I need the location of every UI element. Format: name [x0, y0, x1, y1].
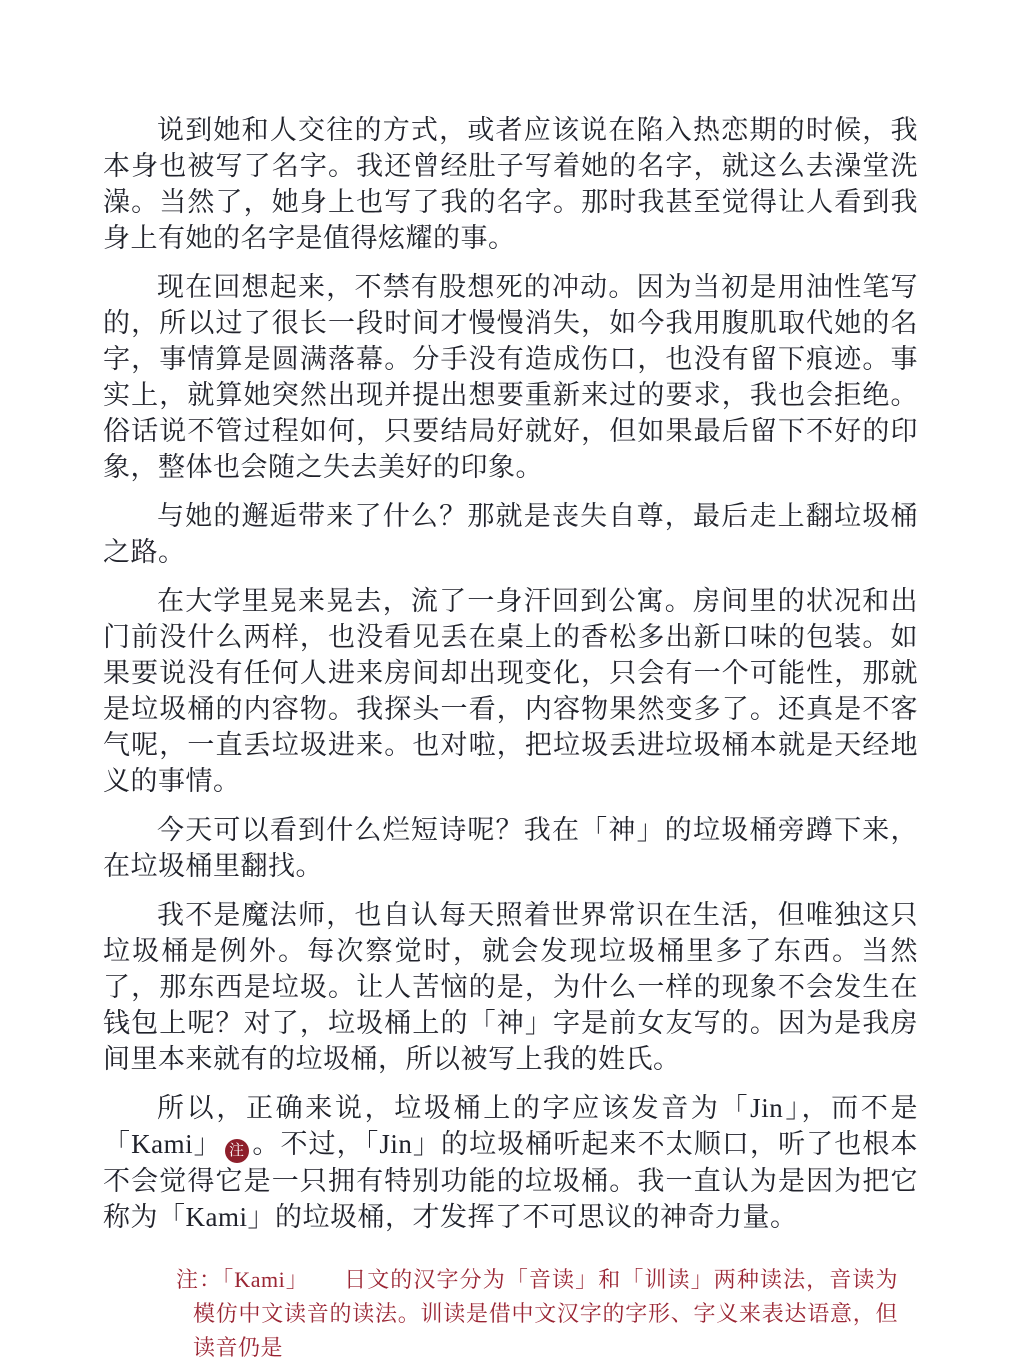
paragraph-5: 今天可以看到什么烂短诗呢？我在「神」的垃圾桶旁蹲下来，在垃圾桶里翻找。 [103, 815, 918, 881]
paragraph-2: 现在回想起来，不禁有股想死的冲动。因为当初是用油性笔写的，所以过了很长一段时间才慢慢消失，如今我用腹肌取代她的名字，事情算是圆满落幕。分手没有造成伤口，也没有留下痕迹。事实上，就算她突然出现并提出想要重新来过的要求，我也会拒绝。俗话说不管过程如何，只要结局好就好，但如果最后留下不好的印象，整体也会随之失去美好的印象。 [103, 272, 918, 482]
paragraph-7-text-after-note: 。不过，「Jin」的垃圾桶听起来不太顺口，听了也根本不会觉得它是一只拥有特别功能的垃圾桶。我一直认为是因为把它称为「Kami」的垃圾桶，才发挥了不可思议的神奇力量。 [103, 1129, 918, 1232]
paragraph-4: 在大学里晃来晃去，流了一身汗回到公寓。房间里的状况和出门前没什么两样，也没看见丢在桌上的香松多出新口味的包装。如果要说没有任何人进来房间却出现变化，只会有一个可能性，那就是垃圾桶的内容物。我探头一看，内容物果然变多了。还真是不客气呢，一直丢垃圾进来。也对啦，把垃圾丢进垃圾桶本就是天经地义的事情。 [103, 586, 918, 796]
paragraph-1: 说到她和人交往的方式，或者应该说在陷入热恋期的时候，我本身也被写了名字。我还曾经肚子写着她的名字，就这么去澡堂洗澡。当然了，她身上也写了我的名字。那时我甚至觉得让人看到我身上有她的名字是值得炫耀的事。 [103, 115, 918, 253]
paragraph-7-text-before-note: 所以，正确来说，垃圾桶上的字应该发音为「Jin」，而不是「Kami」 [103, 1093, 918, 1159]
paragraph-6: 我不是魔法师，也自认每天照着世界常识在生活，但唯独这只垃圾桶是例外。每次察觉时，就会发现垃圾桶里多了东西。当然了，那东西是垃圾。让人苦恼的是，为什么一样的现象不会发生在钱包上呢？对了，垃圾桶上的「神」字是前女友写的。因为是我房间里本来就有的垃圾桶，所以被写上我的姓氏。 [103, 900, 918, 1074]
footnote-marker-badge-icon[interactable]: 注 [225, 1139, 249, 1163]
paragraph-7 [103, 1090, 918, 1235]
paragraph-3: 与她的邂逅带来了什么？那就是丧失自尊，最后走上翻垃圾桶之路。 [103, 501, 918, 567]
footnote-text: 注：「Kami」 日文的汉字分为「音读」和「训读」两种读法，音读为模仿中文读音的读法。训读是借中文汉字的字形、字义来表达语意，但读音仍是 [176, 1267, 898, 1360]
